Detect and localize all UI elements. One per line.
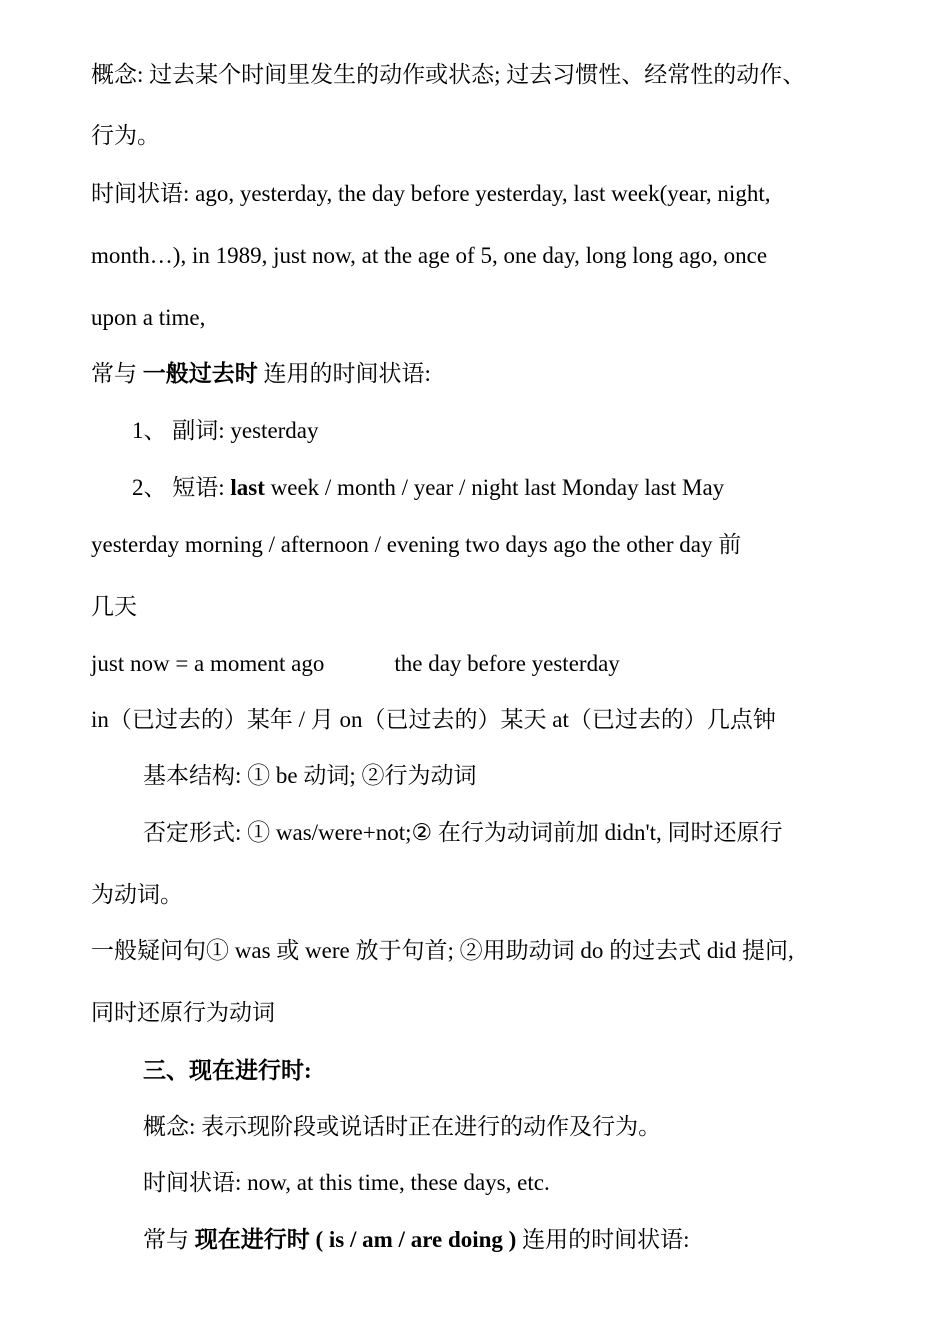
heading-common-adverbials [91, 359, 880, 389]
paragraph-basic-structure: 基本结构: ① be 动词; ②行为动词 [143, 763, 477, 788]
term-simple-past: 一般过去时 [142, 361, 258, 386]
phrase-day-before: the day before yesterday [394, 651, 620, 676]
section-heading-present-continuous: 三、现在进行时: [143, 1058, 312, 1083]
list-item-adverb: 1、 副词: yesterday [132, 418, 319, 443]
keyword-last: last [230, 475, 265, 500]
paragraph-question-form: 一般疑问句① was 或 were 放于句首; ②用助动词 do 的过去式 did 提问, [91, 938, 794, 963]
text-prefix: 常与 [143, 1227, 195, 1252]
phrase-prepositions: in（已过去的）某年 / 月 on（已过去的）某天 at（已过去的）几点钟 [91, 707, 776, 732]
paragraph-time-adverbials: 时间状语: ago, yesterday, the day before yesterday, last week(year, night, [91, 181, 771, 206]
paragraph-time-adverbials-cont: month…), in 1989, just now, at the age of 5, one day, long long ago, once [91, 243, 768, 268]
heading-present-common-adverbials [143, 1225, 880, 1255]
phrase-examples-just-now [91, 649, 880, 679]
phrase-examples-cont: 几天 [91, 594, 137, 619]
phrase-just-now: just now = a moment ago [91, 651, 325, 676]
phrase-examples: yesterday morning / afternoon / evening two days ago the other day 前 [91, 532, 742, 557]
paragraph-time-adverbials-end: upon a time, [91, 305, 206, 330]
text-suffix: 连用的时间状语: [516, 1227, 690, 1252]
paragraph-present-time-adverbials: 时间状语: now, at this time, these days, etc. [143, 1170, 550, 1195]
list-item-text: week / month / year / night last Monday last May [264, 475, 725, 500]
term-present-continuous: 现在进行时 ( is / am / are doing ) [194, 1227, 517, 1252]
paragraph-question-form-cont: 同时还原行为动词 [91, 1000, 275, 1025]
paragraph-negative-form-cont: 为动词。 [91, 882, 183, 907]
paragraph-concept-cont: 行为。 [91, 123, 160, 148]
paragraph-negative-form: 否定形式: ① was/were+not;② 在行为动词前加 didn't, 同时还原行 [143, 820, 783, 845]
list-item-phrase [132, 473, 880, 503]
list-item-label: 2、 短语: [132, 475, 231, 500]
text-prefix: 常与 [91, 361, 143, 386]
paragraph-present-concept: 概念: 表示现阶段或说话时正在进行的动作及行为。 [143, 1114, 662, 1139]
text-suffix: 连用的时间状语: [257, 361, 431, 386]
paragraph-concept: 概念: 过去某个时间里发生的动作或状态; 过去习惯性、经常性的动作、 [91, 62, 806, 87]
